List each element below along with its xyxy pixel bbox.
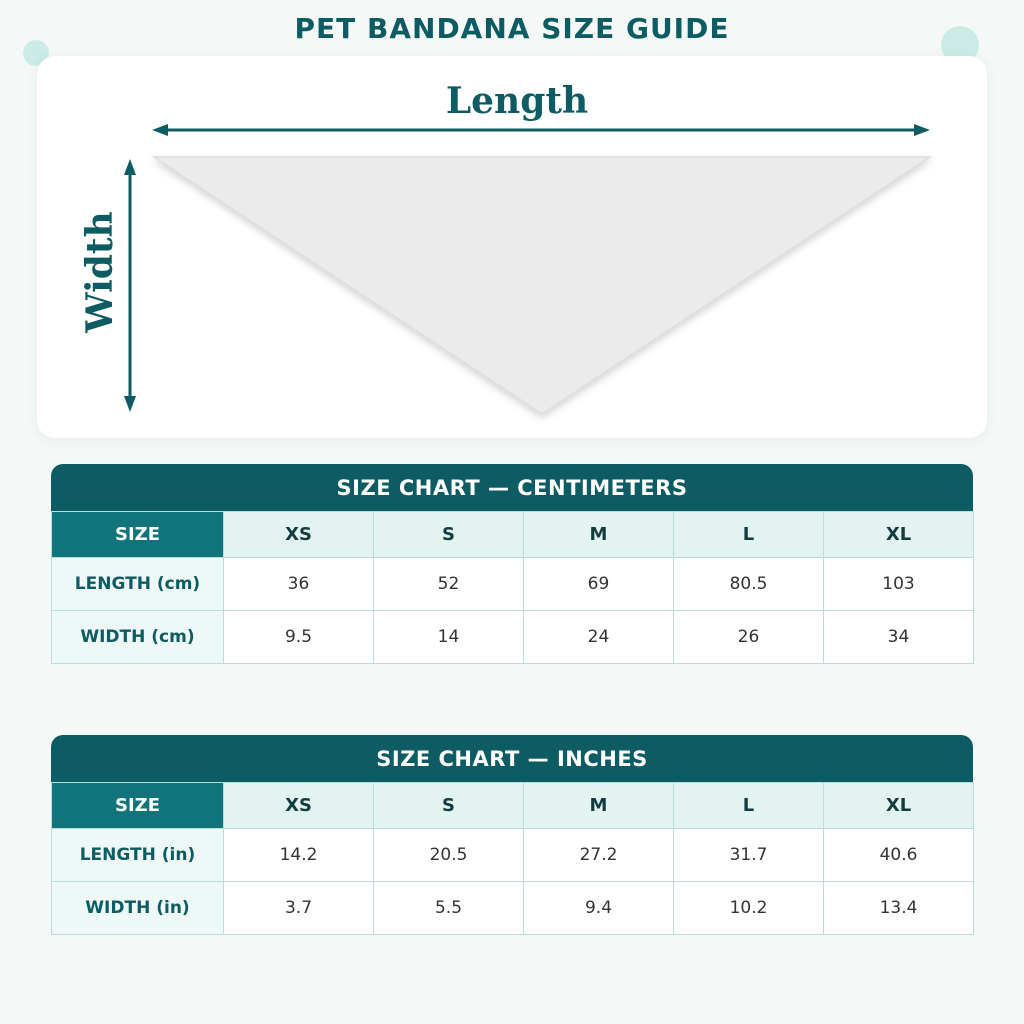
- table-cell: 14.2: [224, 829, 374, 882]
- table-cell: 9.4: [524, 882, 674, 935]
- table-row-width: [52, 611, 974, 664]
- table-cell: 14: [374, 611, 524, 664]
- width-arrow: [124, 159, 136, 412]
- length-label: Length: [445, 80, 589, 122]
- table-cell: 80.5: [674, 558, 824, 611]
- table-cell: 36: [224, 558, 374, 611]
- size-cell-s: S: [374, 512, 524, 558]
- size-cell-l: L: [674, 512, 824, 558]
- size-cell-l: L: [674, 783, 824, 829]
- width-label: Width: [79, 211, 121, 333]
- bandana-shape: [154, 157, 930, 414]
- chart-title: SIZE CHART — INCHES: [51, 735, 973, 782]
- size-chart-inches: [51, 735, 973, 935]
- size-header-row: [52, 783, 974, 829]
- size-cell-m: M: [524, 512, 674, 558]
- page-title: PET BANDANA SIZE GUIDE: [294, 12, 730, 45]
- table-cell: 26: [674, 611, 824, 664]
- size-cell-xs: XS: [224, 783, 374, 829]
- size-cell-xs: XS: [224, 512, 374, 558]
- size-header-row: [52, 512, 974, 558]
- table-cell: 69: [524, 558, 674, 611]
- table-row-width: [52, 882, 974, 935]
- size-cell-xl: XL: [824, 512, 974, 558]
- table-cell: 10.2: [674, 882, 824, 935]
- size-cell-s: S: [374, 783, 524, 829]
- size-cell-m: M: [524, 783, 674, 829]
- size-header-cell: SIZE: [52, 783, 224, 829]
- size-chart-centimeters: [51, 464, 973, 664]
- size-table: [51, 782, 974, 935]
- table-row-length: [52, 829, 974, 882]
- row-label: LENGTH (cm): [52, 558, 224, 611]
- chart-title: SIZE CHART — CENTIMETERS: [51, 464, 973, 511]
- size-cell-xl: XL: [824, 783, 974, 829]
- table-cell: 20.5: [374, 829, 524, 882]
- table-cell: 3.7: [224, 882, 374, 935]
- table-cell: 24: [524, 611, 674, 664]
- table-cell: 40.6: [824, 829, 974, 882]
- size-header-cell: SIZE: [52, 512, 224, 558]
- table-row-length: [52, 558, 974, 611]
- size-table: [51, 511, 974, 664]
- row-label: LENGTH (in): [52, 829, 224, 882]
- row-label: WIDTH (in): [52, 882, 224, 935]
- length-arrow: [152, 124, 930, 136]
- table-cell: 103: [824, 558, 974, 611]
- table-cell: 27.2: [524, 829, 674, 882]
- bandana-diagram-card: [37, 56, 987, 438]
- table-cell: 52: [374, 558, 524, 611]
- table-cell: 31.7: [674, 829, 824, 882]
- table-cell: 34: [824, 611, 974, 664]
- table-cell: 5.5: [374, 882, 524, 935]
- row-label: WIDTH (cm): [52, 611, 224, 664]
- table-cell: 13.4: [824, 882, 974, 935]
- table-cell: 9.5: [224, 611, 374, 664]
